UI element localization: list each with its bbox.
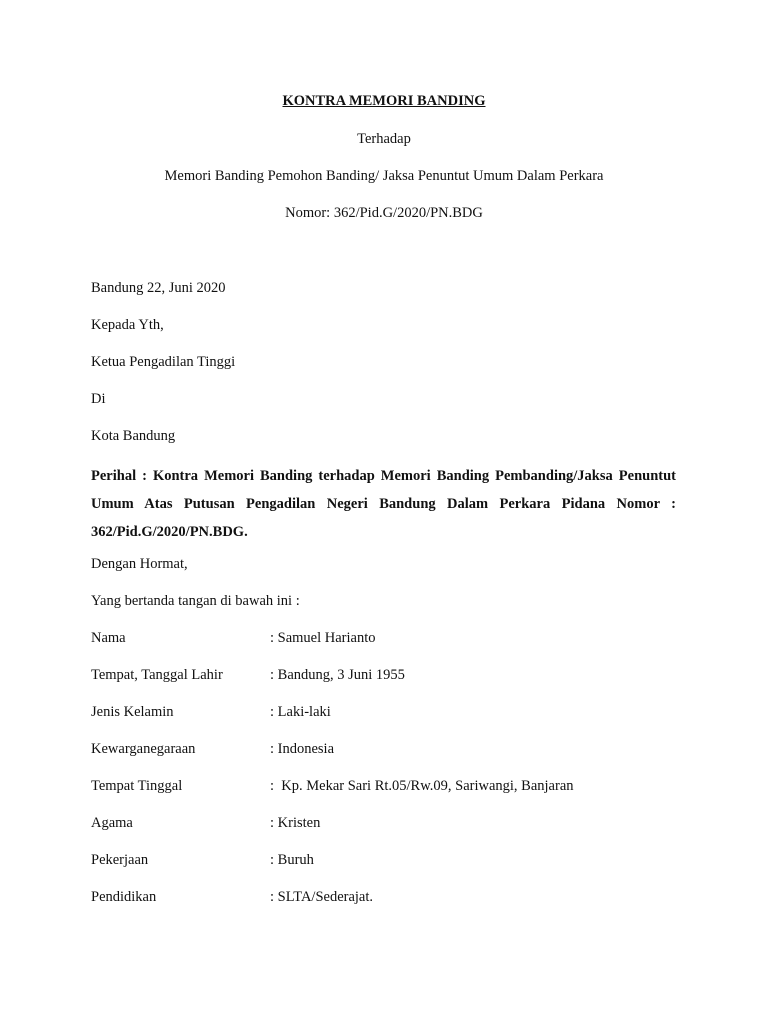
- perihal-line-3: 362/Pid.G/2020/PN.BDG.: [91, 524, 248, 540]
- greeting: Dengan Hormat,: [91, 556, 188, 572]
- identity-label-agama: Agama: [91, 815, 133, 831]
- identity-value-agama: : Kristen: [270, 815, 321, 831]
- identity-value-ttl: : Bandung, 3 Juni 1955: [270, 667, 405, 683]
- identity-value-pekerjaan: : Buruh: [270, 852, 314, 868]
- identity-value-jenis-kelamin: : Laki-laki: [270, 704, 331, 720]
- subtitle-terhadap: Terhadap: [357, 131, 411, 147]
- identity-label-pendidikan: Pendidikan: [91, 889, 157, 905]
- identity-label-jenis-kelamin: Jenis Kelamin: [91, 704, 174, 720]
- identity-label-ttl: Tempat, Tanggal Lahir: [91, 667, 223, 683]
- perihal-line-2: Umum Atas Putusan Pengadilan Negeri Bandung Dalam Perkara Pidana Nomor :: [91, 496, 676, 512]
- letter-di: Di: [91, 391, 106, 407]
- perihal-paragraph: [91, 462, 676, 546]
- intro-statement: Yang bertanda tangan di bawah ini :: [91, 593, 300, 609]
- subtitle-memori-banding: Memori Banding Pemohon Banding/ Jaksa Penuntut Umum Dalam Perkara: [164, 168, 604, 184]
- case-number: Nomor: 362/Pid.G/2020/PN.BDG: [285, 205, 483, 221]
- identity-label-pekerjaan: Pekerjaan: [91, 852, 149, 868]
- letter-date: Bandung 22, Juni 2020: [91, 280, 226, 296]
- identity-value-pendidikan: : SLTA/Sederajat.: [270, 889, 374, 905]
- identity-value-kewarganegaraan: : Indonesia: [270, 741, 335, 757]
- identity-label-nama: Nama: [91, 630, 126, 646]
- identity-value-nama: : Samuel Harianto: [270, 630, 376, 646]
- document-title: KONTRA MEMORI BANDING: [282, 93, 486, 109]
- letter-salutation-to: Kepada Yth,: [91, 317, 164, 333]
- letter-city: Kota Bandung: [91, 428, 176, 444]
- identity-label-tempat-tinggal: Tempat Tinggal: [91, 778, 183, 794]
- letter-recipient: Ketua Pengadilan Tinggi: [91, 354, 236, 370]
- identity-label-kewarganegaraan: Kewarganegaraan: [91, 741, 196, 757]
- perihal-line-1: Perihal : Kontra Memori Banding terhadap Memori Banding Pembanding/Jaksa Penuntut: [91, 468, 676, 484]
- identity-value-tempat-tinggal: : Kp. Mekar Sari Rt.05/Rw.09, Sariwangi, Banjaran: [270, 778, 574, 794]
